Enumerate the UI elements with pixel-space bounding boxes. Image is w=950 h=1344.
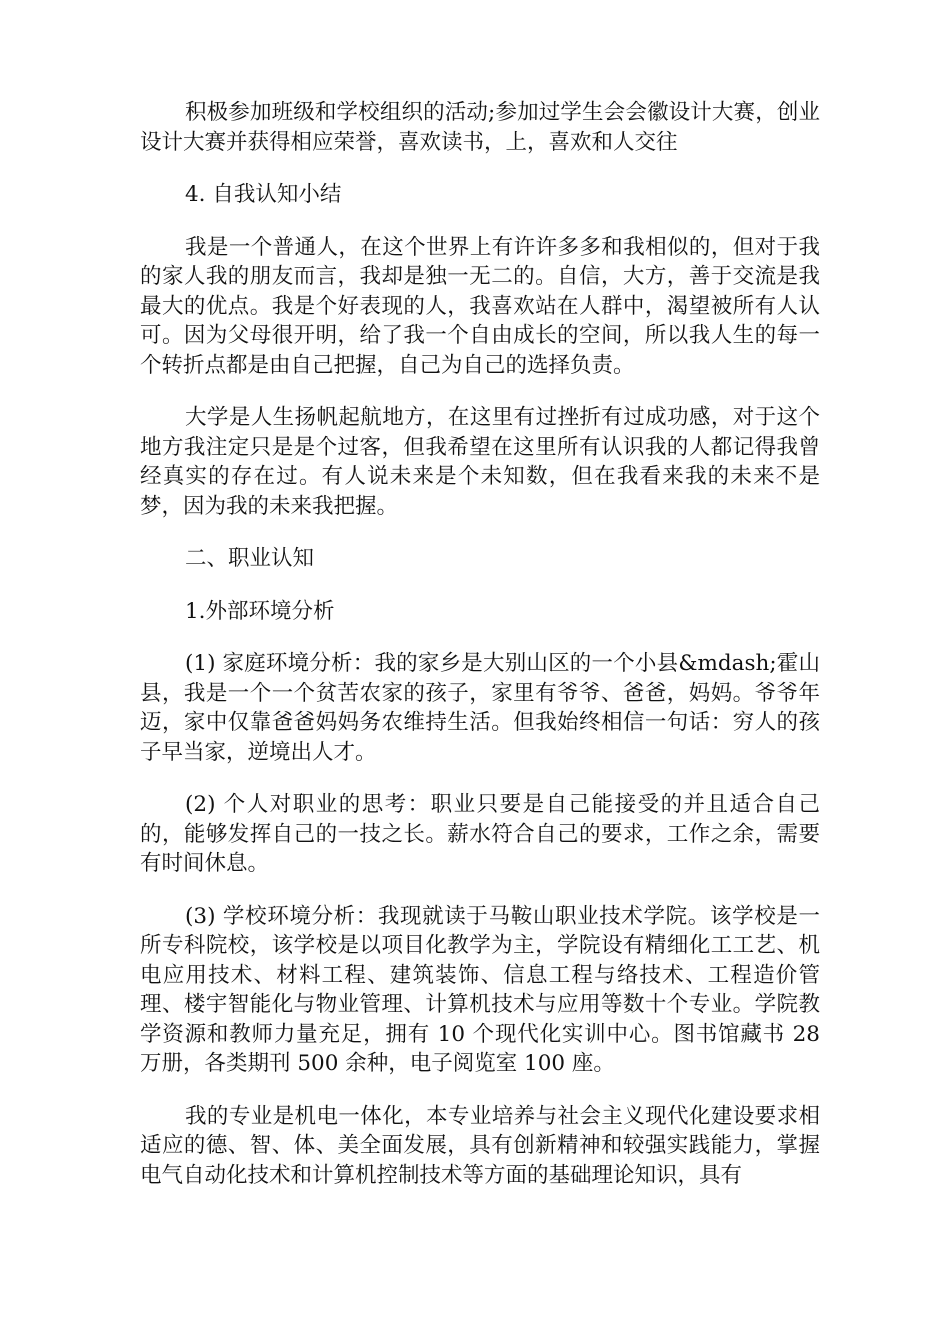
paragraph-activities: 积极参加班级和学校组织的活动;参加过学生会会徽设计大赛，创业设计大赛并获得相应荣誉，喜欢读书，上，喜欢和人交往 [140, 100, 820, 155]
paragraph-school-environment: (3) 学校环境分析：我现就读于马鞍山职业技术学院。该学校是一所专科院校，该学校是以项目化教学为主，学院设有精细化工工艺、机电应用技术、材料工程、建筑装饰、信息工程与络技术、工程造价管理、楼宇智能化与物业管理、计算机技术与应用等数十个专业。学院教学资源和教师力量充足，拥有 10 个现代化实训中心。图书馆藏书 28 万册，各类期刊 500 余种，电子阅览室 100 座。 [140, 903, 820, 1076]
paragraph-university: 大学是人生扬帆起航地方，在这里有过挫折有过成功感，对于这个地方我注定只是是个过客，但我希望在这里所有认识我的人都记得我曾经真实的存在过。有人说未来是个未知数，但在我看来我的未来不是梦，因为我的未来我把握。 [140, 405, 820, 519]
paragraph-major: 我的专业是机电一体化，本专业培养与社会主义现代化建设要求相适应的德、智、体、美全面发展，具有创新精神和较强实践能力，掌握电气自动化技术和计算机控制技术等方面的基础理论知识，具有 [140, 1103, 820, 1188]
document-page [140, 98, 820, 1213]
paragraph-family-environment: (1) 家庭环境分析：我的家乡是大别山区的一个小县&mdash;霍山县，我是一个一个贫苦农家的孩子，家里有爷爷、爸爸，妈妈。爷爷年迈，家中仅靠爸爸妈妈务农维持生活。但我始终相信一句话：穷人的孩子早当家，逆境出人才。 [140, 651, 820, 765]
heading-self-summary: 4. 自我认知小结 [185, 182, 342, 207]
paragraph-career-thoughts: (2) 个人对职业的思考：职业只要是自己能接受的并且适合自己的，能够发挥自己的一技之长。薪水符合自己的要求，工作之余，需要有时间休息。 [140, 792, 820, 876]
heading-external-environment: 1.外部环境分析 [185, 598, 335, 624]
paragraph-self-description: 我是一个普通人，在这个世界上有许许多多和我相似的，但对于我的家人我的朋友而言，我却是独一无二的。自信，大方，善于交流是我最大的优点。我是个好表现的人，我喜欢站在人群中，渴望被所有人认可。因为父母很开明，给了我一个自由成长的空间，所以我人生的每一个转折点都是由自己把握，自己为自己的选择负责。 [140, 234, 820, 378]
heading-career-cognition: 二、职业认知 [185, 546, 315, 571]
